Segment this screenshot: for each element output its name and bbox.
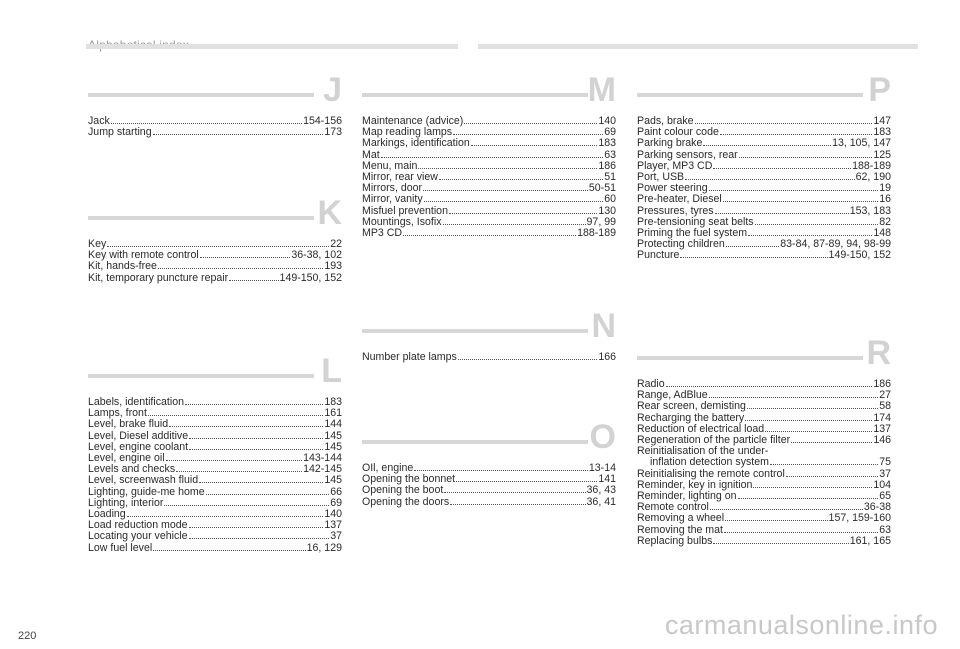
dot-leader <box>739 157 873 158</box>
index-entry[interactable] <box>637 513 891 524</box>
section-letter: O <box>589 418 616 456</box>
index-entry[interactable] <box>88 543 342 554</box>
entry-title: OIl, engine <box>362 462 414 474</box>
watermark: carmanualsonline.info <box>664 610 938 640</box>
entry-title: Reinitialising the remote control <box>637 467 785 480</box>
entry-title: Port, USB <box>637 171 685 184</box>
entry-list <box>88 397 342 554</box>
dot-leader <box>450 504 585 505</box>
entry-title: inflation detection system <box>650 456 769 469</box>
entry-pages: 149-150, 152 <box>828 249 891 262</box>
entry-title: Parking brake <box>637 137 703 150</box>
index-section-o <box>362 418 616 508</box>
dot-leader <box>709 397 879 398</box>
dot-leader <box>176 471 302 472</box>
entry-title: Protecting children <box>637 238 725 251</box>
entry-pages: 146 <box>873 434 891 447</box>
entry-pages: 153, 183 <box>849 204 891 217</box>
entry-pages: 51 <box>604 171 616 184</box>
entry-pages: 37 <box>879 467 891 480</box>
entry-title: Mirror, vanity <box>362 193 423 206</box>
dot-leader <box>189 449 323 450</box>
entry-pages: 75 <box>879 456 891 469</box>
entry-title: Power steering <box>637 182 708 195</box>
section-divider <box>637 356 863 360</box>
entry-pages: 130 <box>598 204 616 217</box>
entry-pages: 137 <box>324 519 342 532</box>
dot-leader <box>107 246 329 247</box>
section-letter: N <box>591 307 616 345</box>
entry-list <box>637 379 891 547</box>
section-divider <box>88 216 314 220</box>
index-entry[interactable] <box>637 401 891 412</box>
entry-title: Opening the doors <box>362 495 450 508</box>
section-letter: K <box>317 194 342 232</box>
dot-leader <box>695 123 873 124</box>
dot-leader <box>685 179 855 180</box>
entry-pages: 60 <box>604 193 616 206</box>
index-entry[interactable] <box>637 457 891 468</box>
dot-leader <box>703 145 831 146</box>
entry-title: Key with remote control <box>88 249 199 262</box>
entry-title: Loading <box>88 508 126 521</box>
entry-title: Level, screenwash fluid <box>88 474 199 487</box>
entry-pages: 161 <box>324 407 342 420</box>
index-entry[interactable] <box>362 194 616 205</box>
section-letter: R <box>866 334 891 372</box>
entry-pages: 63 <box>879 523 891 536</box>
entry-title: Reinitialisation of the under- <box>637 445 769 458</box>
dot-leader <box>424 201 604 202</box>
dot-leader <box>423 190 588 191</box>
entry-title: Kit, hands-free <box>88 260 157 273</box>
dot-leader <box>713 168 851 169</box>
dot-leader <box>199 482 323 483</box>
dot-leader <box>418 168 597 169</box>
entry-title: Radio <box>637 378 665 390</box>
entry-pages: 58 <box>879 400 891 413</box>
entry-title: Opening the boot <box>362 484 444 497</box>
dot-leader <box>725 520 827 521</box>
index-entry[interactable] <box>637 194 891 205</box>
index-entry[interactable] <box>362 228 616 239</box>
entry-pages: 143-144 <box>303 452 342 465</box>
entry-pages: 188-189 <box>852 159 891 172</box>
entry-pages: 140 <box>598 115 616 127</box>
entry-title: Menu, main <box>362 159 418 172</box>
dot-leader <box>713 543 848 544</box>
section-divider <box>362 329 588 333</box>
entry-title: Pre-tensioning seat belts <box>637 215 754 228</box>
entry-list <box>88 239 342 284</box>
section-divider <box>88 374 314 378</box>
entry-title: Mirrors, door <box>362 182 423 195</box>
dot-leader <box>444 492 585 493</box>
entry-title: Replacing bulbs <box>637 534 713 547</box>
entry-title: Level, engine coolant <box>88 440 189 453</box>
entry-title: Reminder, lighting on <box>637 490 737 503</box>
entry-pages: 13-14 <box>588 462 616 474</box>
dot-leader <box>710 509 863 510</box>
entry-title: Rear screen, demisting <box>637 400 746 413</box>
index-entry[interactable] <box>637 250 891 261</box>
dot-leader <box>747 408 878 409</box>
dot-leader <box>456 481 597 482</box>
dot-leader <box>127 516 324 517</box>
entry-pages: 145 <box>324 440 342 453</box>
dot-leader <box>169 426 323 427</box>
entry-title: Misfuel prevention <box>362 204 448 217</box>
entry-pages: 16 <box>879 193 891 206</box>
entry-title: Puncture <box>637 249 680 262</box>
dot-leader <box>414 470 588 471</box>
index-entry[interactable] <box>362 485 616 496</box>
dot-leader <box>206 494 330 495</box>
entry-pages: 13, 105, 147 <box>832 137 891 150</box>
entry-title: Level, brake fluid <box>88 418 169 431</box>
entry-title: Recharging the battery <box>637 411 745 424</box>
dot-leader <box>189 438 323 439</box>
entry-pages: 36, 43 <box>586 484 616 497</box>
entry-pages: 186 <box>873 378 891 390</box>
entry-pages: 66 <box>330 485 342 498</box>
dot-leader <box>166 460 303 461</box>
entry-title: Pads, brake <box>637 115 694 127</box>
index-entry[interactable] <box>88 273 342 284</box>
dot-leader <box>770 464 878 465</box>
entry-pages: 62, 190 <box>855 171 891 184</box>
entry-pages: 69 <box>604 126 616 139</box>
index-entry[interactable] <box>88 261 342 272</box>
dot-leader <box>458 359 598 360</box>
entry-pages: 149-150, 152 <box>279 271 342 284</box>
index-section-k <box>88 194 342 284</box>
dot-leader <box>189 527 324 528</box>
entry-title: Player, MP3 CD <box>637 159 713 172</box>
dot-leader <box>111 123 302 124</box>
index-section-p <box>637 71 891 262</box>
section-divider <box>88 93 314 97</box>
dot-leader <box>464 123 597 124</box>
entry-pages: 141 <box>598 473 616 486</box>
entry-title: Paint colour code <box>637 126 719 139</box>
dot-leader <box>715 213 849 214</box>
entry-pages: 173 <box>324 126 342 139</box>
index-section-n <box>362 307 616 363</box>
entry-pages: 97, 99 <box>586 215 616 228</box>
entry-title: Locating your vehicle <box>88 530 188 543</box>
index-entry[interactable] <box>637 536 891 547</box>
dot-leader <box>765 431 872 432</box>
header-bar-left <box>86 44 458 49</box>
entry-pages: 125 <box>873 148 891 161</box>
index-section-r <box>637 334 891 547</box>
entry-pages: 154-156 <box>303 115 342 127</box>
entry-title: Remote control <box>637 501 709 514</box>
section-letter: M <box>587 71 616 109</box>
dot-leader <box>666 386 873 387</box>
dot-leader <box>148 415 323 416</box>
section-divider <box>637 93 863 97</box>
entry-pages: 104 <box>873 478 891 491</box>
entry-pages: 145 <box>324 474 342 487</box>
entry-pages: 166 <box>598 351 616 363</box>
entry-title: Reminder, key in ignition <box>637 478 753 491</box>
section-divider <box>362 440 588 444</box>
dot-leader <box>471 145 598 146</box>
index-entry[interactable] <box>88 127 342 138</box>
entry-pages: 147 <box>873 115 891 127</box>
entry-pages: 186 <box>598 159 616 172</box>
index-entry[interactable] <box>88 531 342 542</box>
entry-pages: 148 <box>873 227 891 240</box>
entry-list <box>362 116 616 239</box>
entry-title: Lamps, front <box>88 407 147 420</box>
entry-title: Load reduction mode <box>88 519 188 532</box>
dot-leader <box>381 157 604 158</box>
entry-title: Mat <box>362 148 380 161</box>
page-number: 220 <box>18 630 37 642</box>
entry-list <box>362 352 616 363</box>
index-entry[interactable] <box>637 138 891 149</box>
index-section-m <box>362 71 616 240</box>
dot-leader <box>449 213 597 214</box>
index-entry[interactable] <box>88 498 342 509</box>
entry-title: Mountings, Isofix <box>362 215 442 228</box>
dot-leader <box>791 442 872 443</box>
entry-title: Opening the bonnet <box>362 473 456 486</box>
entry-title: Pressures, tyres <box>637 204 714 217</box>
entry-pages: 193 <box>324 260 342 273</box>
entry-title: Labels, identification <box>88 396 184 408</box>
entry-title: MP3 CD <box>362 227 403 240</box>
index-entry[interactable] <box>88 419 342 430</box>
section-divider <box>362 93 588 97</box>
entry-pages: 137 <box>873 422 891 435</box>
entry-title: Maintenance (advice) <box>362 115 464 127</box>
entry-title: Lighting, interior <box>88 496 164 509</box>
entry-pages: 50-51 <box>588 182 616 195</box>
entry-pages: 69 <box>330 496 342 509</box>
index-section-l <box>88 352 342 554</box>
entry-pages: 36, 41 <box>586 495 616 508</box>
entry-title: Removing the mat <box>637 523 723 536</box>
entry-pages: 142-145 <box>303 463 342 476</box>
entry-pages: 145 <box>324 429 342 442</box>
entry-pages: 183 <box>598 137 616 150</box>
index-entry[interactable] <box>88 475 342 486</box>
entry-title: Pre-heater, Diesel <box>637 193 722 206</box>
dot-leader <box>726 246 780 247</box>
entry-pages: 36-38 <box>863 501 891 514</box>
entry-pages: 37 <box>330 530 342 543</box>
entry-pages: 188-189 <box>577 227 616 240</box>
entry-title: Jump starting <box>88 126 152 139</box>
dot-leader <box>738 498 879 499</box>
entry-title: Level, engine oil <box>88 452 165 465</box>
entry-pages: 144 <box>324 418 342 431</box>
dot-leader <box>753 487 872 488</box>
entry-title: Lighting, guide-me home <box>88 485 205 498</box>
section-letter: L <box>321 352 342 390</box>
dot-leader <box>153 550 305 551</box>
entry-pages: 183 <box>324 396 342 408</box>
entry-pages: 183 <box>873 126 891 139</box>
entry-title: Key <box>88 238 107 250</box>
section-letter: J <box>323 71 342 109</box>
entry-title: Reduction of electrical load <box>637 422 765 435</box>
entry-pages: 140 <box>324 508 342 521</box>
entry-title: Map reading lamps <box>362 126 453 139</box>
entry-pages: 16, 129 <box>306 541 342 554</box>
dot-leader <box>709 190 879 191</box>
entry-pages: 174 <box>873 411 891 424</box>
dot-leader <box>786 476 878 477</box>
entry-title: Jack <box>88 115 110 127</box>
entry-pages: 157, 159-160 <box>828 512 891 525</box>
entry-pages: 27 <box>879 389 891 402</box>
entry-title: Levels and checks <box>88 463 176 476</box>
dot-leader <box>185 404 323 405</box>
dot-leader <box>189 538 330 539</box>
dot-leader <box>453 134 603 135</box>
entry-list <box>362 463 616 508</box>
entry-title: Kit, temporary puncture repair <box>88 271 229 284</box>
entry-title: Number plate lamps <box>362 351 457 363</box>
entry-pages: 63 <box>604 148 616 161</box>
header-bar-right <box>478 44 918 49</box>
dot-leader <box>164 505 329 506</box>
entry-pages: 161, 165 <box>849 534 891 547</box>
entry-title: Parking sensors, rear <box>637 148 738 161</box>
entry-pages: 82 <box>879 215 891 228</box>
entry-title: Mirror, rear view <box>362 171 438 184</box>
dot-leader <box>748 235 872 236</box>
dot-leader <box>443 224 586 225</box>
dot-leader <box>158 268 323 269</box>
index-section-j <box>88 71 342 139</box>
dot-leader <box>723 201 878 202</box>
entry-title: Removing a wheel <box>637 512 725 525</box>
dot-leader <box>745 420 872 421</box>
entry-pages: 22 <box>330 238 342 250</box>
entry-list <box>637 116 891 262</box>
index-entry[interactable] <box>362 138 616 149</box>
index-entry[interactable] <box>362 497 616 508</box>
dot-leader <box>403 235 576 236</box>
entry-pages: 83-84, 87-89, 94, 98-99 <box>780 238 891 251</box>
entry-pages: 19 <box>879 182 891 195</box>
entry-title: Markings, identification <box>362 137 470 150</box>
entry-title: Level, Diesel additive <box>88 429 189 442</box>
dot-leader <box>724 532 878 533</box>
entry-list <box>88 116 342 138</box>
entry-title: Low fuel level <box>88 541 153 554</box>
dot-leader <box>720 134 872 135</box>
entry-title: Range, AdBlue <box>637 389 708 402</box>
index-entry[interactable] <box>362 352 616 363</box>
entry-title: Priming the fuel system <box>637 227 748 240</box>
dot-leader <box>229 280 278 281</box>
entry-pages: 65 <box>879 490 891 503</box>
dot-leader <box>439 179 603 180</box>
entry-title: Regeneration of the particle filter <box>637 434 791 447</box>
entry-pages: 36-38, 102 <box>291 249 342 262</box>
dot-leader <box>755 224 879 225</box>
section-letter: P <box>868 71 891 109</box>
dot-leader <box>680 257 827 258</box>
dot-leader <box>200 257 291 258</box>
dot-leader <box>153 134 324 135</box>
